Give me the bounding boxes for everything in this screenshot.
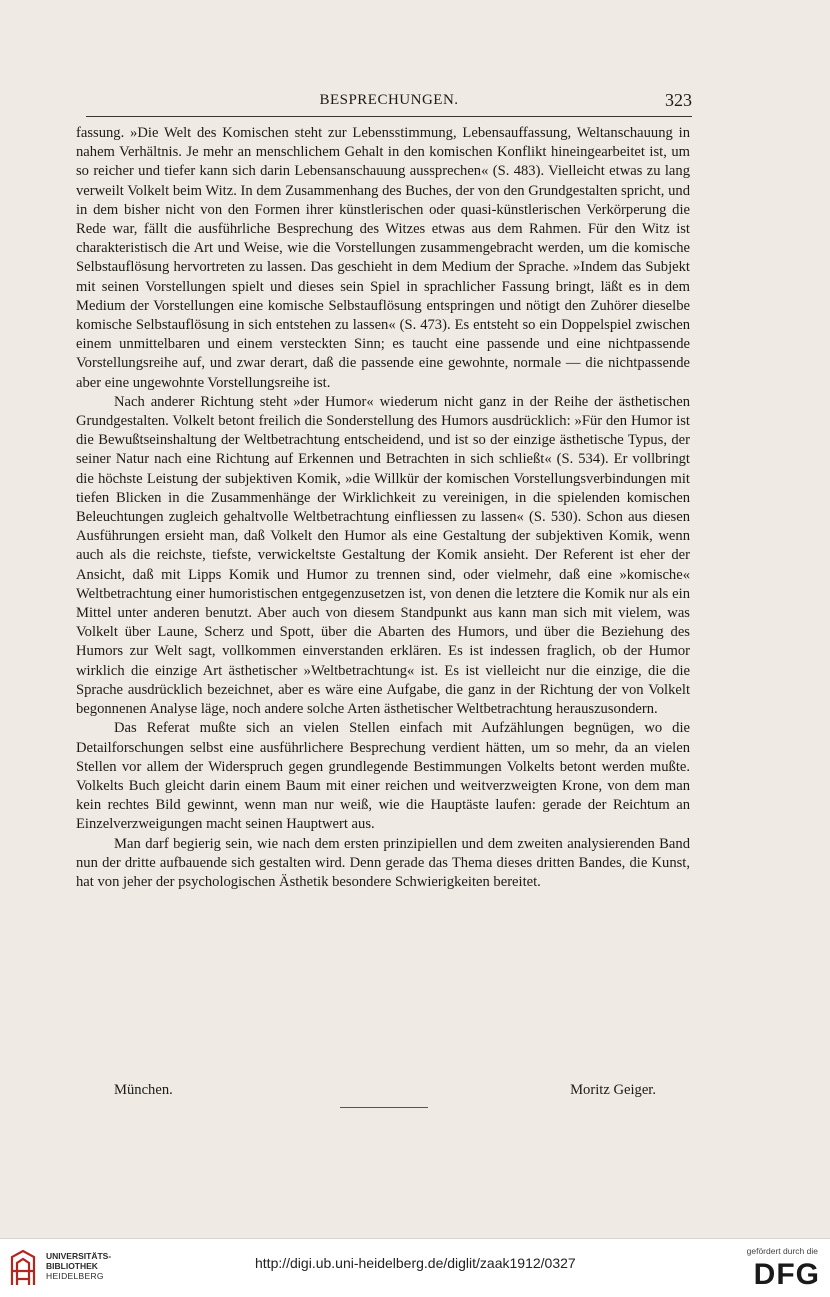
header-rule bbox=[86, 116, 692, 117]
page-number: 323 bbox=[665, 90, 692, 110]
paragraph: fassung. »Die Welt des Komischen steht zur Lebensstimmung, Lebensauffassung, Weltanschauung in nahem Verhältnis. Je mehr an menschlichem Gehalt in den komischen Konflikt hineingearbeitet ist, um so reicher und tiefer kann sich darin Lebensanschauung aussprechen« (S. 483). Vielleicht etwas zu lang verweilt Volkelt beim Witz. In dem Zusammenhang des Buches, der von den Grundgestalten spricht, und in dem bisher nicht von den Formen ihrer künstlerischen oder quasi-künstlerischen Verkörperung die Rede war, fällt die ausführliche Besprechung des Witzes etwas aus dem Rahmen. Für den Witz ist charakteristisch die Art und Weise, wie die Vorstellungen zusammengebracht werden, um die komische Selbstauflösung hervortreten zu lassen. Das geschieht in dem Medium der Sprache. »Indem das Subjekt mit seinen Vorstellungen spielt und dieses sein Spiel in sprachlicher Fassung bringt, läßt es in dem Medium der Vorstellungen eine komische Selbstauflösung entspringen und nötigt den Zuhörer dieselbe komische Selbstauflösung in sich entstehen zu lassen« (S. 473). Es entsteht so ein Doppelspiel zwischen einem unmittelbaren und einem versteckten Sinn; es taucht eine passende und eine nichtpassende Vorstellungsreihe auf, und zwar derart, daß die passende eine gewohnte, normale — die nichtpassende aber eine ungewohnte Vorstellungsreihe ist. bbox=[76, 125, 690, 391]
paragraph: Nach anderer Richtung steht »der Humor« wiederum nicht ganz in der Reihe der ästhetischen Grundgestalten. Volkelt betont freilich die Sonderstellung des Humors ausdrücklich: »Für den Humor ist die Bewußtseinshaltung der Weltbetrachtung entscheidend, und ist so der einzige ästhetische Typus, der seiner Natur nach eine Richtung auf Erkennen und Betrachten in sich schließt« (S. 534). Er vollbringt die höchste Leistung der subjektiven Komik, »die Willkür der komischen Vorstellungsverbindungen mit tiefen Blicken in die Zusammenhänge der Wirklichkeit zu vereinigen, in die spielenden komischen Beleuchtungen zugleich gehaltvolle Weltbetrachtung einfliessen zu lassen« (S. 530). Schon aus diesen Ausführungen ersieht man, daß Volkelt den Humor als eine Gestaltung der subjektiven Komik, wenn auch als die reichste, tiefste, verwickeltste Gestaltung der Komik ansieht. Der Referent ist eher der Ansicht, daß mit Lipps Komik und Humor zu trennen sind, oder vielmehr, daß eine »komische« Weltbetrachtung einer humoristischen entgegenzusetzen ist, von denen die letztere die Komik nur als ein Mittel unter anderen benutzt. Aber auch von diesem Standpunkt aus kann man sich mit vielem, was Volkelt über Laune, Scherz und Spott, über die Abarten des Humors, und über die Beziehung des Humors zur Welt sagt, vollkommen einverstanden erklären. Es ist indessen fraglich, ob der Humor wirklich die einzige Art ästhetischer »Weltbetrachtung« ist. Es ist vielleicht nur die einzige, die die Sprache ausdrücklich bezeichnet, aber es wäre eine Aufgabe, die ganz in der Richtung der von Volkelt begonnenen Analyse läge, noch andere solche Arten ästhetischer Weltbetrachtung herauszusondern. bbox=[76, 393, 690, 718]
dfg-logo[interactable]: DFG bbox=[753, 1258, 820, 1291]
signature-author: Moritz Geiger. bbox=[570, 1082, 656, 1098]
signature-place: München. bbox=[114, 1082, 173, 1098]
library-name[interactable] bbox=[46, 1251, 111, 1281]
funded-by-label: gefördert durch die bbox=[746, 1246, 818, 1256]
library-name-line: BIBLIOTHEK bbox=[46, 1261, 98, 1271]
paragraph: Man darf begierig sein, wie nach dem ersten prinzipiellen und dem zweiten analysierenden Band nun der dritte aufbauende sich gestalten wird. Denn gerade das Thema dieses dritten Bandes, die Kunst, hat von jeher der psychologischen Ästhetik besondere Schwierigkeiten bereitet. bbox=[76, 835, 690, 890]
end-rule bbox=[340, 1107, 428, 1108]
running-header bbox=[86, 92, 692, 118]
university-library-logo-icon[interactable] bbox=[8, 1249, 38, 1287]
permalink-url[interactable]: http://digi.ub.uni-heidelberg.de/diglit/zaak1912/0327 bbox=[255, 1255, 576, 1271]
header-title: BESPRECHUNGEN. bbox=[319, 92, 459, 108]
signature bbox=[114, 1082, 656, 1102]
library-name-line: UNIVERSITÄTS- bbox=[46, 1251, 112, 1261]
body-text bbox=[76, 124, 690, 892]
viewer-footer bbox=[0, 1238, 830, 1297]
library-name-line: HEIDELBERG bbox=[46, 1271, 104, 1281]
paragraph: Das Referat mußte sich an vielen Stellen einfach mit Aufzählungen begnügen, wo die Detailforschungen selbst eine ausführlichere Besprechung verdient hätten, um so mehr, da an vielen Stellen vor allem der Widerspruch gegen grundlegende Bestimmungen Volkelts betont werden mußte. Volkelts Buch gleicht darin einem Baum mit einer reichen und weitverzweigten Krone, von dem man kein rechtes Bild gewinnt, wenn man nur weiß, wie die Hauptäste laufen: gerade der Reichtum an Einzelverzweigungen macht seinen Hauptwert aus. bbox=[76, 720, 690, 833]
